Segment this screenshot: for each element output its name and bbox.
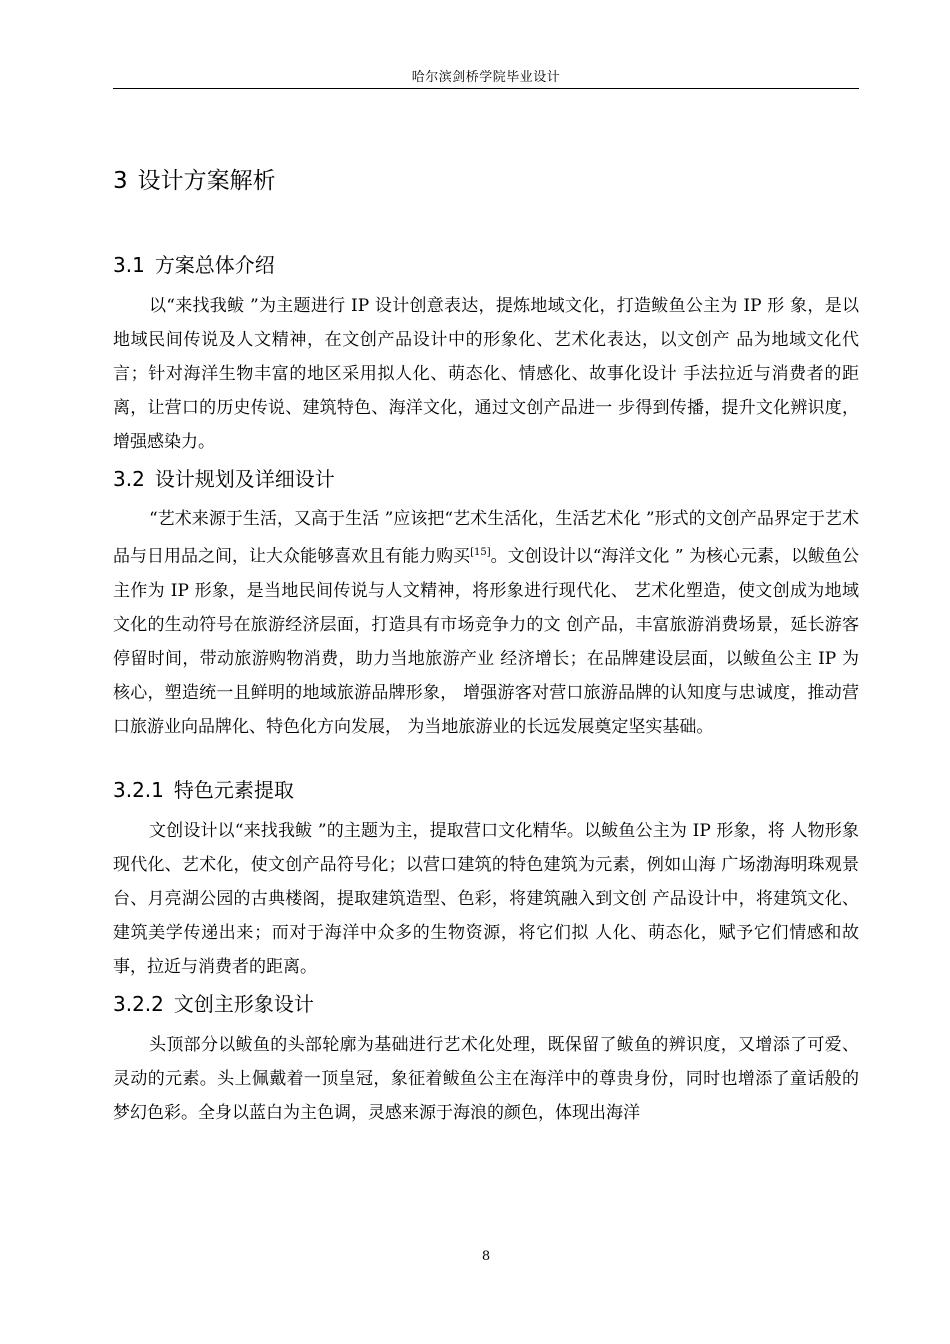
section-heading-3-1 (113, 249, 275, 278)
page-number: 8 (481, 1249, 491, 1264)
section-title: 方案总体介绍 (154, 253, 275, 277)
chapter-number: 3 (113, 168, 128, 194)
section-3-2-1-paragraph: 文创设计以“来找我鲅 ”的主题为主，提取营口文化精华。以鲅鱼公主为 IP 形象，将 人物形象现代化、艺术化，使文创产品符号化；以营口建筑的特色建筑为元素，例如山海 广场渤海明珠观景台、月亮湖公园的古典楼阁，提取建筑造型、色彩，将建筑融入到文创 产品设计中，将建筑文化、建筑美学传递出来；而对于海洋中众多的生物资源，将它们拟 人化、萌态化，赋予它们情感和故事，拉近与消费者的距离。 (113, 821, 859, 977)
chapter-heading (113, 162, 276, 195)
paragraph-text: 。文创设计以“海洋文化 ” 为核心元素，以鲅鱼公主作为 IP 形象，是当地民间传说与人文精神，将形象进行现代化、 艺术化塑造，使文创成为地域文化的生动符号在旅游经济层面，打造具有市场竞争力的文 创产品，丰富旅游消费场景，延长游客停留时间，带动旅游购物消费，助力当地旅游产业 经济增长；在品牌建设层面，以鲅鱼公主 IP 为核心，塑造统一且鲜明的地域旅游品牌形象， 增强游客对营口旅游品牌的认知度与忠诚度，推动营口旅游业向品牌化、特色化方向发展， 为当地旅游业的长远发展奠定坚实基础。 (113, 546, 859, 737)
section-3-2-2-paragraph: 头顶部分以鲅鱼的头部轮廓为基础进行艺术化处理，既保留了鲅鱼的辨识度，又增添了可爱、灵动的元素。头上佩戴着一顶皇冠，象征着鲅鱼公主在海洋中的尊贵身份，同时也增添了童话般的梦幻色彩。全身以蓝白为主色调，灵感来源于海浪的颜色，体现出海洋 (113, 1035, 859, 1123)
citation-ref: [15] (470, 547, 491, 558)
section-heading-3-2-1 (113, 774, 294, 803)
section-heading-3-2 (113, 463, 335, 492)
section-number: 3.2.1 (113, 778, 164, 802)
section-number: 3.2.2 (113, 992, 164, 1016)
running-header: 哈尔滨剑桥学院毕业设计 (411, 70, 561, 85)
section-title: 文创主形象设计 (173, 992, 314, 1016)
paragraph-text: “艺术来源于生活，又高于生活 ”应该把“艺术生活化，生活艺术化 ”形式的文创产品界定于艺术品与日用品之间，让大众能够喜欢且有能力购买 (113, 509, 859, 567)
section-heading-3-2-2 (113, 988, 314, 1017)
chapter-title: 设计方案解析 (137, 168, 276, 194)
section-title: 设计规划及详细设计 (154, 467, 335, 491)
section-number: 3.2 (113, 467, 145, 491)
section-3-1-paragraph: 以“来找我鲅 ”为主题进行 IP 设计创意表达，提炼地域文化，打造鲅鱼公主为 IP 形 象，是以地域民间传说及人文精神，在文创产品设计中的形象化、艺术化表达，以文创产 品为地域文化代言；针对海洋生物丰富的地区采用拟人化、萌态化、情感化、故事化设计 手法拉近与消费者的距离，让营口的历史传说、建筑特色、海洋文化，通过文创产品进一 步得到传播，提升文化辨识度，增强感染力。 (113, 296, 859, 452)
section-number: 3.1 (113, 253, 145, 277)
section-title: 特色元素提取 (173, 778, 294, 802)
section-3-2-paragraph (113, 502, 859, 744)
header-rule (113, 88, 859, 89)
